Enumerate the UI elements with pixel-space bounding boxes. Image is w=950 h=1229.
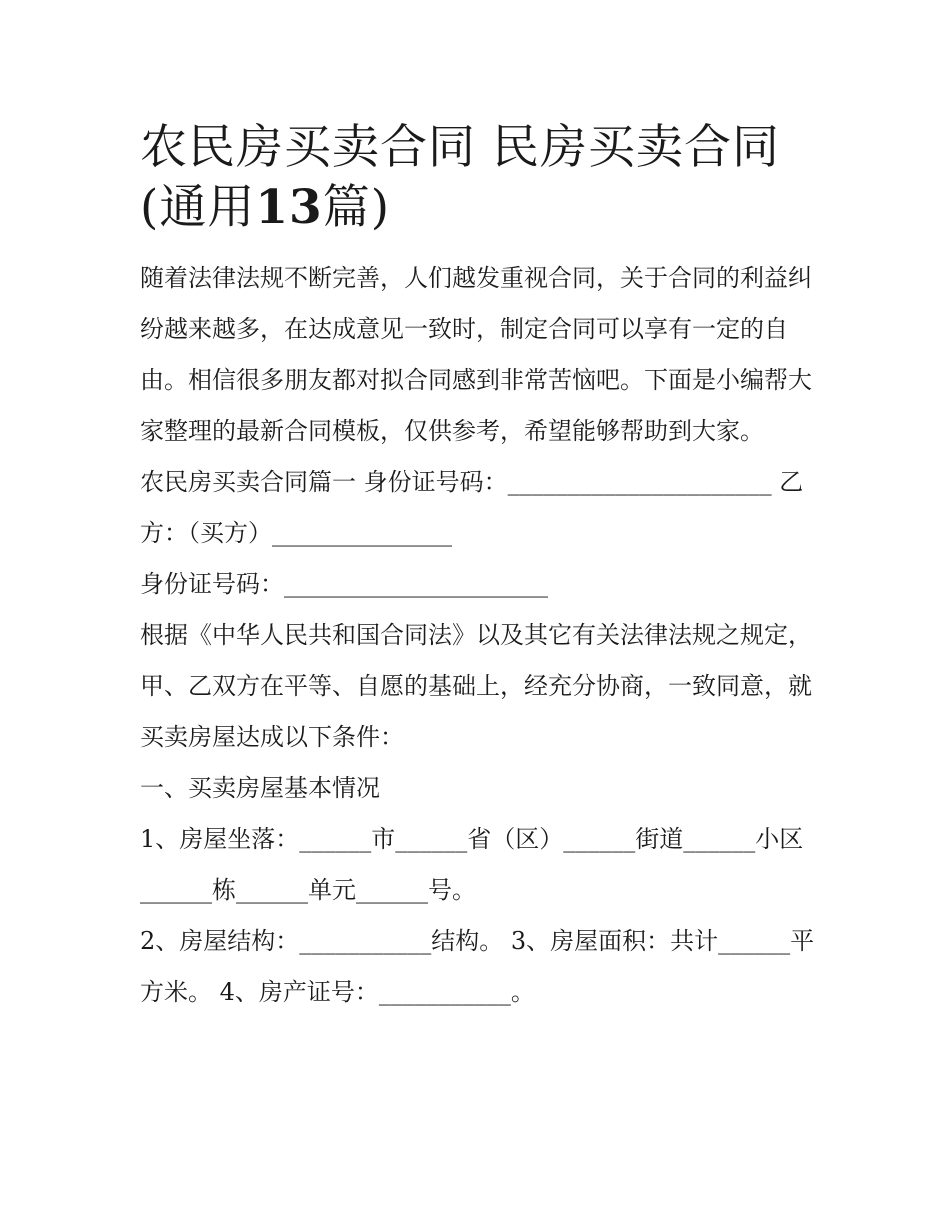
document-page [140,118,815,1018]
title-line-1: 农民房买卖合同 民房买卖合同 [140,120,780,175]
intro-paragraph: 随着法律法规不断完善，人们越发重视合同，关于合同的利益纠纷越来越多，在达成意见一致时，制定合同可以享有一定的自由。相信很多朋友都对拟合同感到非常苦恼吧。下面是小编帮大家整理的最新合同模板，仅供参考，希望能够帮助到大家。 [140,264,812,445]
section-heading-basic-info: 一、买卖房屋基本情况 [140,774,380,802]
clause-house-location: 1、房屋坐落：______市______省（区）______街道______小区______栋______单元______号。 [140,825,804,904]
party-a-id-line: 农民房买卖合同篇一 身份证号码：______________________ 乙方：（买方）_______________ [140,468,804,547]
document-title [140,118,815,238]
document-body [140,253,815,1018]
clause-house-structure-area: 2、房屋结构：___________结构。 3、房屋面积：共计______平方米。 4、房产证号：___________。 [140,927,815,1006]
legal-basis-paragraph: 根据《中华人民共和国合同法》以及其它有关法律法规之规定，甲、乙双方在平等、自愿的基础上，经充分协商，一致同意，就买卖房屋达成以下条件： [140,621,812,751]
title-line-2-suffix: 篇) [322,180,391,235]
title-article-count: 13 [255,180,323,235]
title-line-2 [140,178,815,238]
title-line-2-prefix: (通用 [140,180,256,235]
party-b-id-line: 身份证号码：______________________ [140,570,548,598]
